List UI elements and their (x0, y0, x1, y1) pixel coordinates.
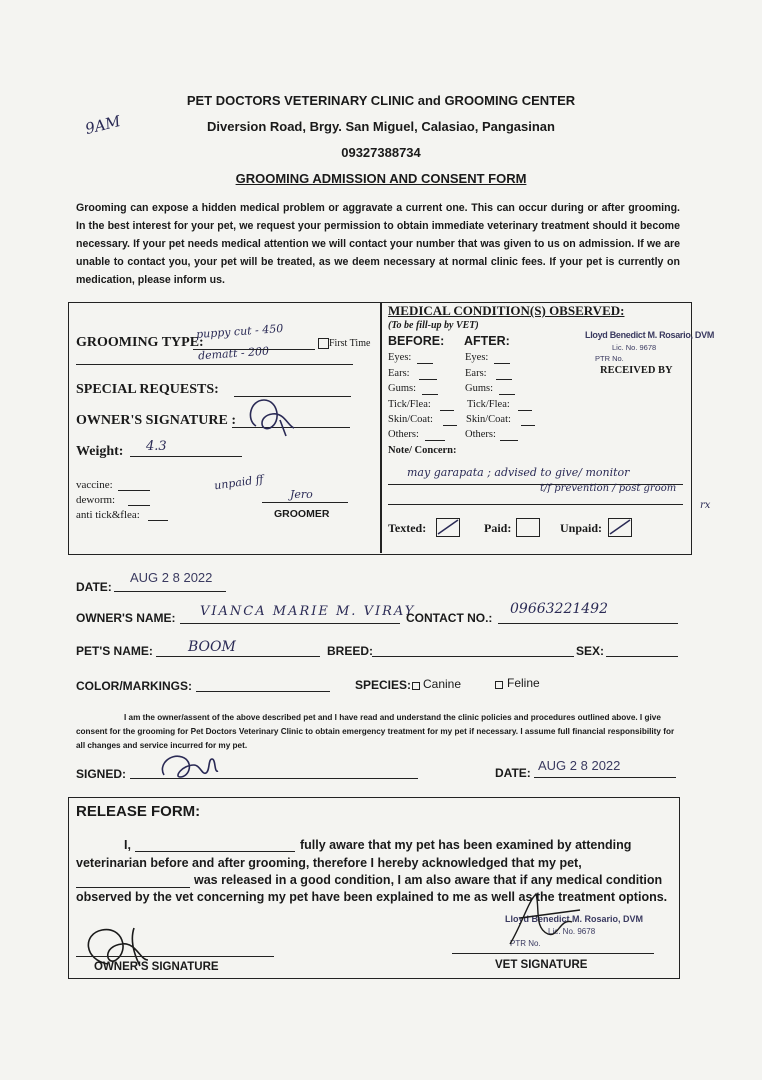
release-vet-stamp-ptr: PTR No. (510, 939, 541, 948)
vet-stamp-name: Lloyd Benedict M. Rosario, DVM (585, 330, 715, 340)
paid-checkbox[interactable] (516, 518, 540, 537)
medical-subtitle: (To be fill-up by VET) (388, 320, 479, 331)
intro-paragraph: Grooming can expose a hidden medical problem or aggravate a current one. This can occur during or after grooming. In the best interest for your pet, we request your permission to obtain immediate veterinary treatment should it become necessary. If your pet needs medical attention we will contact your number that was given to us on admission. If we are unable to contact you, your pet will be treated, as we deem necessary at normal clinic fees. If your pet is currently on medication, please inform us. (76, 202, 680, 286)
after-tick-flea: Tick/Flea: (467, 399, 510, 410)
contact-label: CONTACT NO.: (406, 611, 493, 625)
vet-signature-label: VET SIGNATURE (495, 959, 588, 971)
unpaid-check-mark (608, 518, 632, 536)
feline-checkbox[interactable] (495, 681, 503, 689)
texted-label: Texted: (388, 521, 427, 535)
date-label: DATE: (76, 580, 112, 594)
medical-title: MEDICAL CONDITION(S) OBSERVED: (388, 303, 625, 318)
before-eyes: Eyes: (388, 352, 412, 363)
release-vet-stamp-license: Lic. No. 9678 (548, 927, 596, 936)
release-owner-line (135, 851, 295, 852)
before-gums-line (422, 394, 438, 395)
date-value: AUG 2 8 2022 (130, 570, 213, 585)
before-skin-line (443, 425, 457, 426)
release-text-5: observed by the vet concerning my pet have been explained to me as well as the treatment options. (76, 890, 668, 904)
note-concern-label: Note/ Concern: (388, 445, 457, 456)
owner-signature-release-line (76, 956, 274, 957)
release-owner-signature-label: OWNER'S SIGNATURE (94, 961, 219, 973)
owner-signature-scribble (236, 392, 306, 440)
after-skin-line (521, 425, 535, 426)
after-eyes: Eyes: (465, 352, 489, 363)
owner-name-label: OWNER'S NAME: (76, 611, 176, 625)
signed-label: SIGNED: (76, 767, 127, 781)
signed-scribble (156, 747, 226, 783)
after-others: Others: (465, 429, 496, 440)
groomer-signature: Jero (290, 488, 313, 501)
release-title: RELEASE FORM: (76, 803, 201, 820)
after-ears-line (496, 379, 512, 380)
grooming-type-label: GROOMING TYPE: (76, 335, 204, 350)
date2-line (534, 777, 676, 778)
owner-signature-label: OWNER'S SIGNATURE : (76, 413, 236, 428)
after-label: AFTER: (464, 334, 510, 348)
date2-value: AUG 2 8 2022 (538, 758, 621, 773)
date2-label: DATE: (495, 766, 531, 780)
vet-stamp-license: Lic. No. 9678 (612, 343, 657, 352)
after-skin-coat: Skin/Coat: (466, 414, 511, 425)
form-title: GROOMING ADMISSION AND CONSENT FORM (235, 171, 527, 186)
after-tick-line (518, 410, 532, 411)
special-requests-label: SPECIAL REQUESTS: (76, 382, 219, 397)
before-label: BEFORE: (388, 334, 445, 348)
release-text-1: I, (124, 838, 131, 852)
clinic-phone: 09327388734 (341, 145, 421, 160)
grooming-type-value-2: dematt - 200 (197, 344, 270, 363)
date-line (114, 591, 226, 592)
vaccine-label: vaccine: (76, 479, 113, 491)
unpaid-note: unpaid ff (213, 472, 265, 493)
groomer-label: GROOMER (274, 508, 330, 520)
pet-name-value: BOOM (188, 639, 236, 655)
weight-label: Weight: (76, 444, 124, 459)
before-tick-line (440, 410, 454, 411)
tick-flea-label: anti tick&flea: (76, 509, 140, 521)
deworm-label: deworm: (76, 494, 116, 506)
note-handwritten-2: t/f prevention / post groom (540, 483, 677, 494)
species-label: SPECIES: (355, 678, 412, 692)
box-divider (380, 302, 382, 553)
groomer-line (262, 502, 348, 503)
grooming-type-value-1: puppy cut - 450 (195, 321, 284, 342)
unpaid-label: Unpaid: (560, 521, 603, 535)
first-time-label: First Time (329, 338, 371, 349)
paid-label: Paid: (484, 521, 512, 535)
before-others-line (425, 440, 445, 441)
release-text-3: veterinarian before and after grooming, therefore I hereby acknowledged that my pet, (76, 856, 582, 870)
breed-line (372, 656, 574, 657)
after-eyes-line (494, 363, 510, 364)
before-eyes-line (417, 363, 433, 364)
sex-label: SEX: (576, 644, 605, 658)
note-handwritten-1: may garapata ; advised to give/ monitor (407, 466, 630, 479)
pet-name-label: PET'S NAME: (76, 644, 153, 658)
after-others-line (500, 440, 518, 441)
after-gums: Gums: (465, 383, 494, 394)
vet-signature-line (452, 953, 654, 954)
clinic-address: Diversion Road, Brgy. San Miguel, Calasiao, Pangasinan (207, 119, 555, 134)
feline-label: Feline (507, 676, 540, 690)
grooming-type-line (193, 349, 315, 350)
time-note: 9AM (83, 111, 123, 139)
weight-line (130, 456, 242, 457)
consent-paragraph: I am the owner/assent of the above described pet and I have read and understand the clinic policies and procedures outlined above. I give consent for the grooming for Pet Doctors Veterinary Clinic to obtain emergency treatment for my pet if necessary. I assume full financial responsibility for all changes and service incurred for my pet. (76, 713, 675, 750)
texted-check-mark (436, 518, 460, 536)
note-handwritten-3: rx (700, 500, 711, 511)
release-text-4: was released in a good condition, I am also aware that if any medical condition (194, 873, 663, 887)
deworm-line (128, 505, 150, 506)
before-tick-flea: Tick/Flea: (388, 399, 431, 410)
before-others: Others: (388, 429, 419, 440)
contact-line (498, 623, 678, 624)
before-gums: Gums: (388, 383, 417, 394)
grooming-type-line-2 (76, 364, 353, 365)
release-vet-scribble (500, 888, 590, 952)
note-line-2 (388, 504, 683, 505)
color-markings-label: COLOR/MARKINGS: (76, 679, 192, 693)
before-ears: Ears: (388, 368, 410, 379)
release-text-2: fully aware that my pet has been examined by attending (300, 838, 632, 852)
before-skin-coat: Skin/Coat: (388, 414, 433, 425)
received-by-label: RECEIVED BY (600, 365, 673, 376)
tick-flea-line (148, 520, 168, 521)
vaccine-line (118, 490, 150, 491)
breed-label: BREED: (327, 644, 374, 658)
release-pet-line (76, 887, 190, 888)
sex-line (606, 656, 678, 657)
color-markings-line (196, 691, 330, 692)
pet-name-line (156, 656, 320, 657)
contact-value: 09663221492 (510, 601, 608, 617)
clinic-name: PET DOCTORS VETERINARY CLINIC and GROOMING CENTER (186, 93, 576, 108)
after-gums-line (499, 394, 515, 395)
canine-label: Canine (423, 677, 462, 691)
owner-name-value: VIANCA MARIE M. VIRAY (200, 604, 416, 619)
weight-value: 4.3 (146, 439, 167, 454)
release-vet-stamp-name: Lloyd Benedict M. Rosario, DVM (505, 914, 644, 924)
first-time-checkbox[interactable] (318, 338, 329, 349)
canine-checkbox[interactable] (412, 682, 420, 690)
owner-name-line (180, 623, 400, 624)
before-ears-line (419, 379, 437, 380)
vet-stamp-ptr: PTR No. (595, 354, 624, 363)
after-ears: Ears: (465, 368, 487, 379)
